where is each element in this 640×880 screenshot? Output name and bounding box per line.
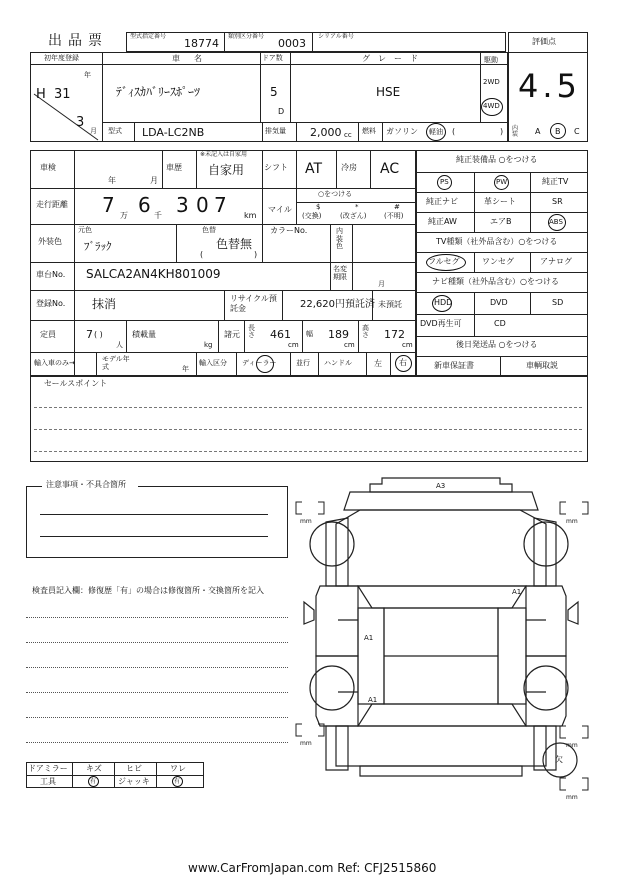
header-codes-box (126, 32, 506, 52)
unknown-sym: # (394, 203, 400, 211)
inspector-label: 検査員記入欄：修復歴「有」の場合は修復箇所・交換箇所を記入 (32, 586, 264, 595)
model-year-unit: 年 (182, 365, 189, 373)
color-change-label: 色替 (202, 226, 216, 234)
legend-tools: 工具 (40, 777, 56, 786)
fuel-other-close: ) (500, 127, 504, 136)
new-car-warranty: 新車保証書 (434, 361, 474, 370)
dvd-play-label: DVD再生可 (420, 319, 462, 328)
sales-point-box (30, 376, 588, 462)
equip-ps: PS (440, 178, 449, 186)
year-unit: 年 (84, 71, 91, 79)
model-label: 型式 (108, 127, 122, 135)
navi-hdd: HDD (434, 298, 453, 307)
tamper-label: (改ざん) (340, 212, 367, 220)
legend-h-mirror: ドアミラー (28, 764, 68, 773)
mm-front-left: mm (300, 518, 312, 525)
height-value: 172 (384, 328, 405, 341)
fuel-label: 燃料 (362, 127, 376, 135)
caution-label: 注意事項・不具合箇所 (46, 480, 126, 489)
ext-color-label: 外装色 (38, 237, 62, 246)
handle-label: ハンドル (324, 359, 352, 367)
tv-type-label: TV種類（社外品含む）○をつける (436, 237, 558, 246)
legend-jack-has: 有 (174, 778, 181, 785)
interior-a: A (535, 127, 541, 136)
displacement-value: 2,000 (310, 126, 342, 139)
legend-tools-has: 有 (90, 778, 97, 785)
mileage-choose: ○をつける (318, 190, 353, 198)
height-label: 高さ (362, 324, 369, 339)
model-year-label: モデル年式 (102, 355, 130, 372)
class-no-label: 類別区分番号 (228, 33, 265, 40)
serial-label: シリアル番号 (318, 33, 354, 40)
history-label: 車歴 (166, 163, 182, 172)
navi-sd: SD (552, 298, 564, 307)
nc-month-unit: 月 (378, 280, 385, 288)
tv-oneseg: ワンセグ (482, 257, 514, 266)
length-cm: cm (288, 341, 299, 349)
mileage-digit: 0 (196, 193, 209, 217)
int-color-label: 内装色 (336, 227, 343, 251)
history-note: ※未記入は自家用 (200, 151, 248, 158)
caution-box (26, 486, 288, 558)
color-paren-open: ( (200, 250, 204, 259)
name-change-label: 名変期限 (333, 265, 347, 282)
mile-label: マイル (268, 205, 292, 214)
car-name: ﾃﾞｨｽｶﾊﾞﾘｰｽﾎﾟｰﾂ (116, 85, 201, 99)
color-no-label: カラーNo. (270, 226, 308, 235)
fuel-other-open: ( (452, 127, 456, 136)
vehicle-manual: 車輌取説 (526, 361, 558, 370)
navi-type-label: ナビ種類（社外品含む）○をつける (432, 277, 559, 286)
capacity-label: 定員 (40, 330, 56, 339)
reg-label: 登録No. (36, 299, 66, 308)
displacement-unit: cc (344, 131, 352, 139)
mileage-label: 走行距離 (36, 200, 68, 209)
fuel-diesel: 軽油 (429, 128, 443, 136)
tv-fullseg: フルセグ (428, 257, 460, 266)
type-no-label: 型式指定番号 (130, 33, 167, 40)
import-label: 輸入車のみ→ (34, 359, 75, 367)
height-cm: cm (402, 341, 413, 349)
width-cm: cm (344, 341, 355, 349)
orig-color-value: ﾌﾞﾗｯｸ (84, 240, 112, 253)
mileage-digit: 6 (138, 193, 151, 217)
car-name-label: 車名 (172, 54, 216, 63)
cd-label: CD (494, 319, 506, 328)
import-parallel: 並行 (296, 359, 310, 367)
damage-a3: A3 (436, 482, 446, 490)
capacity-paren: ( ) (94, 330, 103, 339)
legend-h-ware: ワレ (170, 764, 186, 773)
recycle-not: 未預託 (378, 300, 402, 309)
era: H (36, 87, 46, 102)
handle-right: 右 (399, 358, 407, 367)
recycle-value: 22,620円預託済 (300, 299, 375, 310)
interior-label: 内装 (512, 125, 519, 138)
person-unit: 人 (116, 341, 123, 349)
capacity-value: 7 (86, 328, 93, 341)
equip-navi: 純正ナビ (426, 197, 458, 206)
drive-2wd: 2WD (483, 78, 500, 86)
displacement-label: 排気量 (265, 127, 286, 135)
sales-point-label: セールスポイント (44, 379, 108, 388)
month-unit: 月 (90, 127, 97, 135)
interior-c: C (574, 127, 580, 136)
equip-leather: 革シート (484, 197, 516, 206)
unknown-label: (不明) (384, 212, 404, 220)
width-value: 189 (328, 328, 349, 341)
dealer-circle (256, 355, 274, 373)
legend-h-hibi: ヒビ (126, 764, 142, 773)
fuel-gasoline: ガソリン (386, 127, 418, 136)
mm-rear-right: mm (566, 742, 578, 749)
spare-missing: 欠 (555, 755, 563, 764)
doors-value: 5 (270, 85, 278, 99)
damage-a1-right: A1 (512, 588, 522, 596)
ac-value: AC (380, 161, 400, 177)
mm-spare: mm (566, 794, 578, 801)
man-unit: 万 (120, 211, 128, 220)
recycle-label: リサイクル預託金 (230, 294, 277, 313)
mileage-digit: 7 (214, 193, 227, 217)
orig-color-label: 元色 (78, 226, 92, 234)
drive-4wd: 4WD (483, 102, 500, 110)
mm-front-right: mm (566, 518, 578, 525)
length-value: 461 (270, 328, 291, 341)
equip-airbag: エアB (490, 217, 512, 226)
score-label: 評価点 (532, 37, 556, 46)
equip-sr: SR (552, 197, 563, 206)
shaken-year-unit: 年 (108, 176, 116, 185)
model-value: LDA-LC2NB (142, 126, 205, 139)
dims-label: 諸元 (224, 330, 240, 339)
sen-unit: 千 (154, 211, 162, 220)
door-type: D (278, 107, 285, 116)
exchange-sym: $ (316, 203, 321, 211)
year: 31 (54, 87, 71, 102)
handle-left: 左 (374, 359, 382, 368)
load-label: 積載量 (132, 330, 156, 339)
shift-value: AT (305, 161, 323, 177)
interior-b: B (555, 127, 561, 136)
shaken-month-unit: 月 (150, 176, 158, 185)
history-value: 自家用 (208, 163, 245, 177)
mileage-digit: 3 (176, 193, 189, 217)
tamper-sym: * (355, 203, 359, 211)
ac-label: 冷房 (341, 163, 357, 172)
color-paren-close: ) (254, 250, 258, 259)
legend-jack: ジャッキ (118, 777, 150, 786)
doors-label: ドア数 (262, 54, 283, 62)
score-value: 4.5 (518, 67, 581, 105)
import-type-label: 輸入区分 (199, 359, 227, 367)
type-no-value: 18774 (184, 37, 219, 50)
later-shipment-label: 後日発送品 ○をつける (456, 340, 538, 349)
damage-a1-center: A1 (364, 634, 374, 642)
mm-rear-left: mm (300, 740, 312, 747)
reg-value: 抹消 (92, 297, 117, 311)
import-dealer: ディーラー (242, 359, 277, 367)
class-no-value: 0003 (278, 37, 306, 50)
kg-unit: kg (204, 341, 213, 349)
drive-label: 駆動 (484, 56, 498, 64)
footer-ref: www.CarFromJapan.com Ref: CFJ2515860 (188, 861, 437, 875)
chassis-value: SALCA2AN4KH801009 (86, 267, 221, 281)
color-change-value: 色替無 (216, 237, 253, 251)
navi-dvd: DVD (490, 298, 508, 307)
equip-pw: PW (496, 178, 508, 186)
shaken-label: 車検 (40, 163, 56, 172)
equip-tv: 純正TV (542, 177, 569, 186)
month: 3 (76, 115, 85, 130)
factory-equipment-label: 純正装備品 ○をつける (456, 155, 538, 164)
width-label: 幅 (306, 330, 313, 338)
grade-value: HSE (376, 85, 401, 99)
km-unit: km (244, 211, 257, 220)
damage-a1-rear: A1 (368, 696, 378, 704)
equip-aw: 純正AW (428, 217, 457, 226)
equip-abs: ABS (549, 218, 563, 226)
sheet-title: 出品票 (48, 33, 108, 49)
length-label: 長さ (248, 324, 255, 339)
shift-label: シフト (264, 163, 288, 172)
chassis-label: 車台No. (36, 270, 66, 279)
mileage-digit: 7 (102, 193, 115, 217)
grade-label: グレード (362, 54, 426, 63)
legend-h-kizu: キズ (86, 764, 102, 773)
exchange-label: (交換) (302, 212, 322, 220)
tv-analog: アナログ (540, 257, 572, 266)
first-reg-label: 初年度登録 (44, 54, 79, 62)
